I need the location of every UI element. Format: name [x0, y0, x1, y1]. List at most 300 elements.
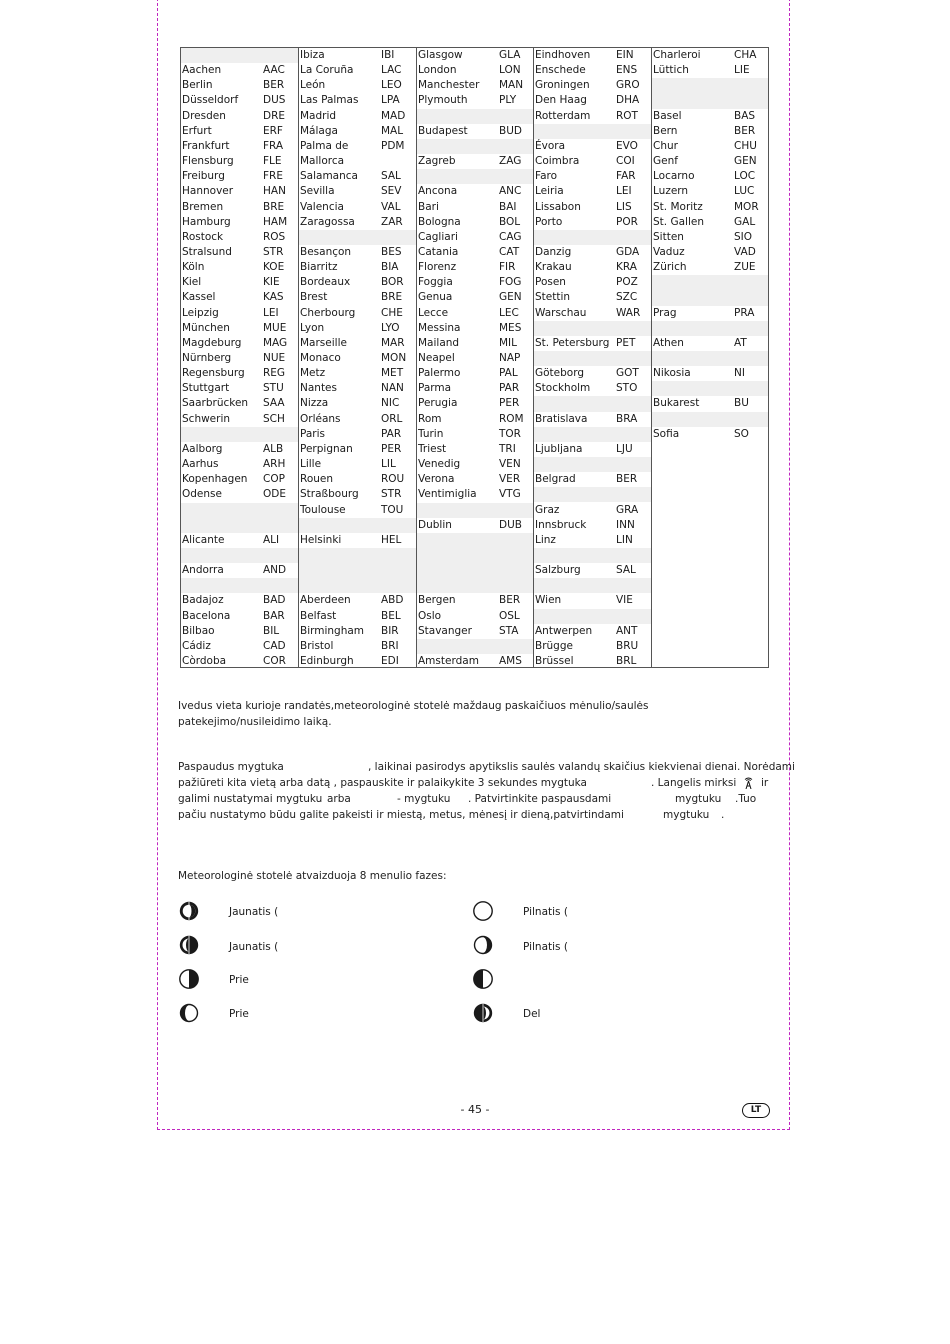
table-row [534, 184, 651, 199]
table-row [181, 321, 298, 336]
city-code: EVO [616, 139, 638, 152]
city-name: Bristol [300, 639, 334, 652]
city-name: Vaduz [653, 245, 685, 258]
city-name: Nantes [300, 382, 337, 395]
city-name: Saarbrücken [182, 397, 249, 410]
table-row [299, 654, 416, 669]
table-blank-row [417, 533, 533, 548]
city-code: PAL [499, 367, 518, 380]
city-code: GDA [616, 245, 640, 258]
city-code: HEL [381, 533, 402, 546]
city-code: BIL [263, 624, 280, 637]
table-row [652, 427, 768, 442]
city-code: ROT [616, 109, 638, 122]
city-name: Orléans [300, 412, 341, 425]
city-name: Locarno [653, 170, 695, 183]
city-code: BER [616, 473, 638, 486]
city-code: BRE [381, 291, 403, 304]
city-name: Bern [653, 124, 678, 137]
city-code: BIR [381, 624, 399, 637]
city-name: Lille [300, 458, 322, 471]
table-row [534, 93, 651, 108]
table-row [181, 124, 298, 139]
table-row [181, 78, 298, 93]
city-name: Göteborg [535, 367, 585, 380]
city-name: Ibiza [300, 49, 325, 61]
table-blank-row [417, 548, 533, 563]
city-name: Krakau [535, 261, 572, 274]
table-row [299, 593, 416, 608]
city-name: Berlin [182, 79, 213, 92]
table-row [417, 593, 533, 608]
table-row [534, 624, 651, 639]
city-name: Badajoz [182, 594, 224, 607]
table-row [181, 139, 298, 154]
table-row [181, 109, 298, 124]
city-name: Flensburg [182, 155, 234, 168]
city-code: PER [381, 442, 402, 455]
city-code: MAN [499, 79, 524, 92]
city-code: CHA [734, 49, 757, 61]
city-name: Valencia [300, 200, 344, 213]
city-name: Eindhoven [535, 49, 591, 61]
city-code: GEN [734, 155, 757, 168]
moon-phase-icon [179, 935, 199, 955]
table-row [181, 487, 298, 502]
city-name: Bilbao [182, 624, 215, 637]
city-name: Stettin [535, 291, 571, 304]
intro-paragraph: Ivedus vieta kurioje randatės,meteorologinė stotelė maždaug paskaičiuos mėnulio/saulės patekejimo/nusileidimo laiką. [178, 700, 649, 728]
table-row [299, 321, 416, 336]
city-code: SCH [263, 412, 285, 425]
table-row [299, 260, 416, 275]
city-name: Ancona [418, 185, 458, 198]
table-blank-row [417, 139, 533, 154]
city-name: Sitten [653, 230, 684, 243]
city-code: ARH [263, 458, 286, 471]
city-name: Regensburg [182, 367, 245, 380]
city-code: BEL [381, 609, 401, 622]
city-code: ZAG [499, 155, 522, 168]
city-code: BRE [263, 200, 285, 213]
city-name: Düsseldorf [182, 94, 239, 107]
phase-label: Prie [229, 1008, 249, 1020]
city-code: CHU [734, 139, 757, 152]
city-code: BIA [381, 261, 399, 274]
city-name: Bratislava [535, 412, 588, 425]
city-code: LON [499, 64, 521, 77]
table-row [417, 48, 533, 63]
table-blank-row [534, 396, 651, 411]
table-row [417, 184, 533, 199]
city-name: Coimbra [535, 155, 580, 168]
city-code: LUC [734, 185, 755, 198]
table-row [181, 245, 298, 260]
city-code: MON [381, 352, 407, 364]
city-code: LIE [734, 64, 750, 77]
table-blank-row [534, 548, 651, 563]
table-row [181, 260, 298, 275]
table-row [534, 503, 651, 518]
table-row [299, 639, 416, 654]
city-name: Bacelona [182, 609, 231, 622]
city-code: GEN [499, 291, 522, 304]
city-code: PER [499, 397, 520, 410]
city-code: SO [734, 427, 749, 440]
city-name: Belfast [300, 609, 337, 622]
city-name: Wien [535, 594, 562, 607]
city-name: Groningen [535, 79, 590, 92]
city-code: BAR [263, 609, 285, 622]
city-name: Freiburg [182, 170, 225, 183]
table-blank-row [299, 230, 416, 245]
city-name: Andorra [182, 564, 224, 577]
table-row [181, 609, 298, 624]
table-row [181, 412, 298, 427]
city-name: Rom [418, 412, 442, 425]
city-name: Lissabon [535, 200, 581, 213]
city-code: BAI [499, 200, 517, 213]
city-name: Aarhus [182, 458, 219, 471]
city-code: KRA [616, 261, 637, 274]
city-code: TRI [499, 442, 516, 455]
city-name: Leiria [535, 185, 564, 198]
city-code: POZ [616, 276, 638, 289]
city-code: ANC [499, 185, 522, 198]
instr-text: galimi nustatymai mygtuku [178, 793, 323, 805]
city-code: MES [499, 321, 522, 334]
city-name: Toulouse [300, 503, 346, 516]
city-code: BOR [381, 276, 404, 289]
city-name: Dublin [418, 518, 452, 531]
table-row [299, 63, 416, 78]
city-name: Rouen [300, 473, 334, 486]
city-code: FRA [263, 139, 284, 152]
city-code: BES [381, 245, 402, 258]
city-code: BER [499, 594, 521, 607]
table-blank-row [652, 275, 768, 290]
city-code: POR [616, 215, 638, 228]
table-row [181, 639, 298, 654]
table-row [534, 518, 651, 533]
city-code: NAN [381, 382, 404, 395]
city-name: Charleroi [653, 49, 701, 61]
city-code: VER [499, 473, 521, 486]
table-row [534, 290, 651, 305]
table-row [299, 215, 416, 230]
city-name: Frankfurt [182, 139, 230, 152]
city-name: Salzburg [535, 564, 581, 577]
city-code: BRL [616, 655, 637, 667]
city-name: Enschede [535, 64, 586, 77]
city-code: BER [263, 79, 285, 92]
instr-text: Paspaudus mygtuka [178, 761, 284, 773]
table-row [534, 215, 651, 230]
city-code: CAG [499, 230, 522, 243]
city-name: Bari [418, 200, 439, 213]
table-column-1 [181, 48, 298, 667]
city-name: London [418, 64, 457, 77]
city-name: Málaga [300, 124, 338, 137]
table-row [417, 245, 533, 260]
table-blank-row [299, 578, 416, 593]
city-code: BAS [734, 109, 756, 122]
city-name: Glasgow [418, 49, 463, 61]
table-row [299, 487, 416, 502]
city-name: Kiel [182, 276, 202, 289]
city-code: FAR [616, 170, 636, 183]
table-blank-row [534, 578, 651, 593]
table-row [534, 381, 651, 396]
city-code: BER [734, 124, 756, 137]
city-code: LPA [381, 94, 400, 107]
table-blank-row [534, 609, 651, 624]
city-name: Kassel [182, 291, 216, 304]
city-name: Las Palmas [300, 94, 359, 107]
city-name: Rotterdam [535, 109, 591, 122]
city-code: CHE [381, 306, 403, 319]
city-name: Aalborg [182, 442, 223, 455]
table-row [417, 487, 533, 502]
table-row [417, 306, 533, 321]
city-name: Graz [535, 503, 560, 516]
table-column-5 [651, 48, 768, 667]
city-code: ZUE [734, 261, 756, 274]
city-code: PRA [734, 306, 755, 319]
table-row [181, 624, 298, 639]
table-row [181, 93, 298, 108]
city-code: TOR [499, 427, 521, 440]
table-blank-row [652, 78, 768, 93]
city-name: Innsbruck [535, 518, 587, 531]
table-blank-row [417, 578, 533, 593]
city-name: Bologna [418, 215, 461, 228]
city-code: PET [616, 336, 636, 349]
city-code: PAR [499, 382, 520, 395]
table-row [534, 245, 651, 260]
city-name: Catania [418, 245, 459, 258]
instr-text: arba [327, 793, 351, 805]
city-code: FLE [263, 155, 282, 168]
table-row [534, 169, 651, 184]
city-name: Posen [535, 276, 566, 289]
table-row [299, 457, 416, 472]
table-column-3 [416, 48, 533, 667]
city-code: MAR [381, 336, 405, 349]
city-code: COI [616, 155, 635, 168]
table-row [299, 472, 416, 487]
city-name: Parma [418, 382, 452, 395]
city-name: Mallorca [300, 155, 345, 168]
table-blank-row [534, 487, 651, 502]
city-name: Oslo [418, 609, 442, 622]
city-name: Leipzig [182, 306, 219, 319]
table-row [181, 184, 298, 199]
table-row [534, 139, 651, 154]
table-row [299, 366, 416, 381]
table-row [299, 184, 416, 199]
table-row [299, 78, 416, 93]
city-code: SEV [381, 185, 402, 198]
city-code: GAL [734, 215, 756, 228]
city-code: BRA [616, 412, 638, 425]
city-name: Hannover [182, 185, 234, 198]
table-row [299, 412, 416, 427]
moon-phase-icon [179, 1003, 199, 1023]
table-blank-row [534, 124, 651, 139]
city-name: Budapest [418, 124, 468, 137]
table-blank-row [534, 351, 651, 366]
city-name: Danzig [535, 245, 572, 258]
city-code: PAR [381, 427, 402, 440]
city-code: IBI [381, 49, 395, 61]
table-row [299, 109, 416, 124]
city-name: Metz [300, 367, 326, 380]
city-code: SIO [734, 230, 753, 243]
table-row [299, 503, 416, 518]
city-code: FIR [499, 261, 516, 274]
city-name: Lüttich [653, 64, 689, 77]
table-row [181, 472, 298, 487]
table-blank-row [652, 351, 768, 366]
city-name: Bukarest [653, 397, 700, 410]
city-code: STR [381, 488, 402, 501]
city-code: MAL [381, 124, 404, 137]
city-name: Triest [418, 442, 447, 455]
city-code: LOC [734, 170, 756, 183]
city-code: VTG [499, 488, 521, 501]
table-row [299, 306, 416, 321]
city-code: BUD [499, 124, 522, 137]
city-code: SAL [381, 170, 401, 183]
city-name: Manchester [418, 79, 480, 92]
table-row [181, 169, 298, 184]
city-code: DRE [263, 109, 286, 122]
city-name: Nizza [300, 397, 329, 410]
table-row [181, 351, 298, 366]
city-name: Birmingham [300, 624, 365, 637]
city-code-table [180, 47, 769, 668]
city-name: Prag [653, 306, 677, 319]
table-row [181, 593, 298, 608]
city-name: Bergen [418, 594, 456, 607]
table-row [417, 78, 533, 93]
table-row [417, 609, 533, 624]
city-code: SAL [616, 564, 636, 577]
city-name: Dresden [182, 109, 226, 122]
table-row [417, 200, 533, 215]
city-code: COP [263, 473, 285, 486]
city-code: HAM [263, 215, 288, 228]
city-name: Cagliari [418, 230, 458, 243]
table-row [299, 336, 416, 351]
city-name: Genua [418, 291, 453, 304]
city-name: Alicante [182, 533, 225, 546]
table-row [417, 654, 533, 669]
table-row [417, 154, 533, 169]
table-row [534, 654, 651, 669]
city-code: INN [616, 518, 635, 531]
table-row [417, 260, 533, 275]
table-row [299, 533, 416, 548]
city-code: OSL [499, 609, 520, 622]
city-code: GOT [616, 367, 639, 380]
city-name: Faro [535, 170, 558, 183]
city-name: Ventimiglia [418, 488, 477, 501]
table-row [534, 593, 651, 608]
table-blank-row [534, 457, 651, 472]
city-code: TOU [381, 503, 404, 516]
city-code: CAT [499, 245, 520, 258]
city-code: VIE [616, 594, 633, 607]
city-code: NIC [381, 397, 400, 410]
moon-phase-icon [473, 1003, 493, 1023]
table-row [534, 563, 651, 578]
table-blank-row [652, 381, 768, 396]
city-code: LEO [381, 79, 402, 92]
city-code: BRU [616, 639, 639, 652]
table-row [181, 366, 298, 381]
city-name: Monaco [300, 352, 341, 364]
city-code: ALB [263, 442, 284, 455]
city-code: HAN [263, 185, 286, 198]
table-row [299, 245, 416, 260]
table-blank-row [534, 427, 651, 442]
city-name: Luzern [653, 185, 689, 198]
city-code: STO [616, 382, 638, 395]
table-row [417, 396, 533, 411]
table-row [299, 427, 416, 442]
table-row [534, 412, 651, 427]
city-name: Rostock [182, 230, 224, 243]
city-code: LIS [616, 200, 632, 213]
table-blank-row [299, 548, 416, 563]
city-code: BU [734, 397, 749, 410]
city-code: ERF [263, 124, 283, 137]
city-name: Messina [418, 321, 461, 334]
city-name: Genf [653, 155, 678, 168]
table-row [417, 442, 533, 457]
phase-label: Pilnatis ( [523, 941, 568, 953]
table-row [417, 427, 533, 442]
city-code: LEI [263, 306, 279, 319]
city-name: Kopenhagen [182, 473, 248, 486]
city-name: Évora [535, 139, 566, 152]
table-row [181, 654, 298, 669]
city-name: Porto [535, 215, 563, 228]
city-code: AT [734, 336, 747, 349]
table-row [534, 63, 651, 78]
table-row [534, 200, 651, 215]
city-name: Zagreb [418, 155, 456, 168]
table-row [299, 200, 416, 215]
city-name: Basel [653, 109, 682, 122]
city-name: Aachen [182, 64, 222, 77]
city-code: REG [263, 367, 286, 380]
city-code: LJU [616, 442, 633, 455]
city-name: Brügge [535, 639, 573, 652]
table-row [417, 290, 533, 305]
city-code: MAG [263, 336, 288, 349]
table-row [652, 139, 768, 154]
city-name: Belgrad [535, 473, 576, 486]
city-code: LIL [381, 458, 396, 471]
table-blank-row [652, 93, 768, 108]
table-row [652, 184, 768, 199]
table-row [417, 518, 533, 533]
table-row [417, 624, 533, 639]
table-row [534, 78, 651, 93]
